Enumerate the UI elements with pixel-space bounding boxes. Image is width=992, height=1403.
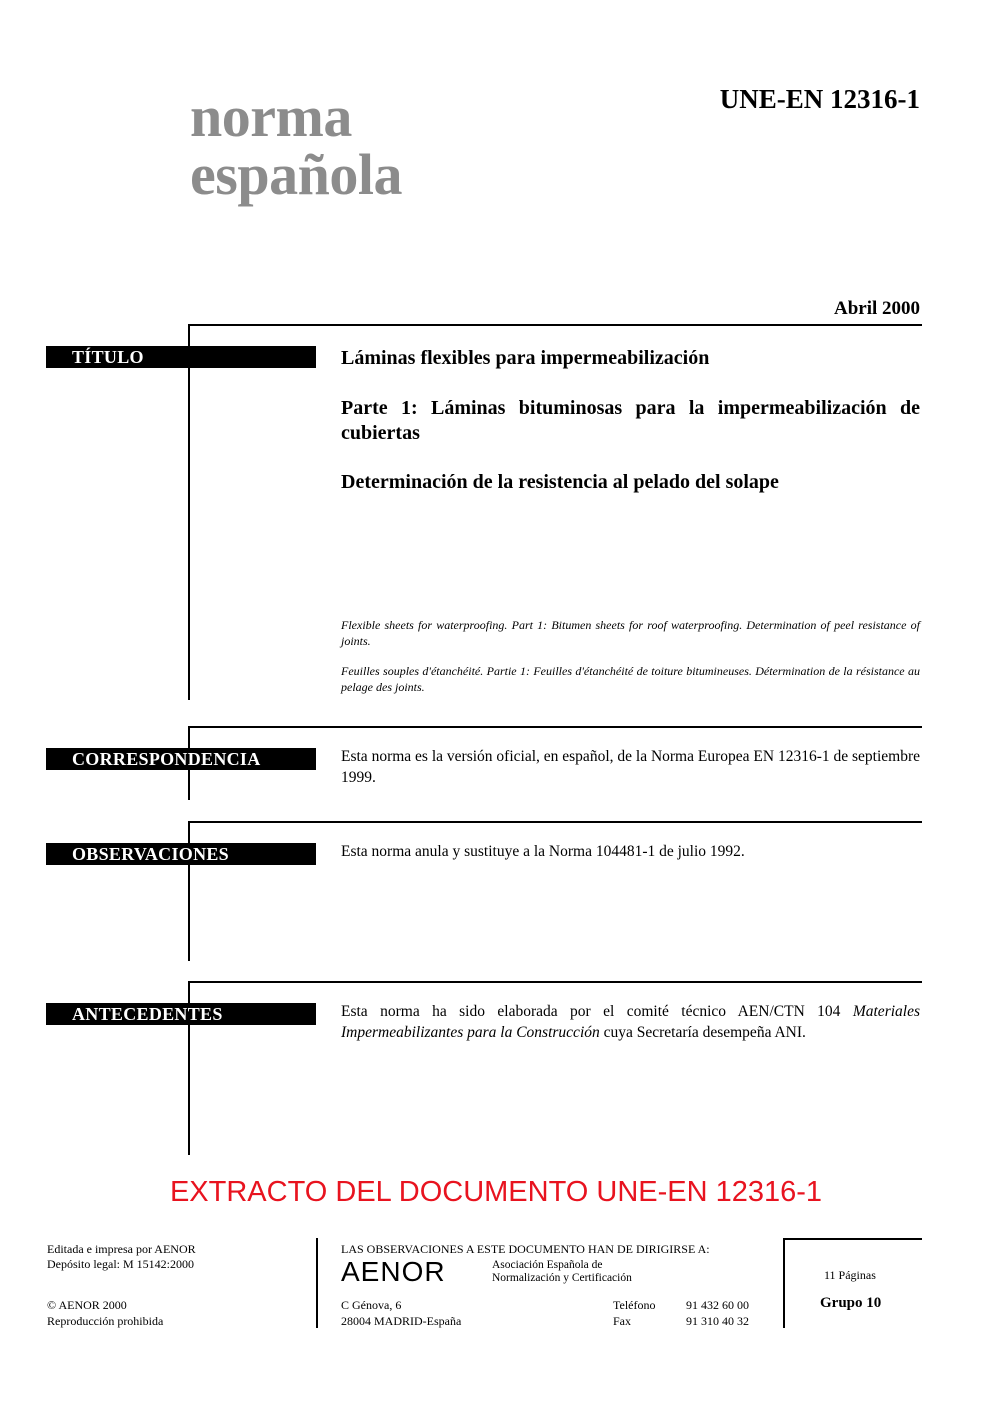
address-line-1: C Génova, 6 (341, 1298, 402, 1312)
correspondencia-text: Esta norma es la versión oficial, en español, de la Norma Europea EN 12316-1 de septiembre 1999. (341, 748, 920, 786)
address-line-2: 28004 MADRID-España (341, 1314, 462, 1328)
phone-label: Teléfono (613, 1298, 656, 1312)
antecedentes-text-start: Esta norma ha sido elaborada por el comité técnico AEN/CTN 104 (341, 1003, 853, 1020)
fax-value: 91 310 40 32 (686, 1314, 749, 1328)
extract-banner: EXTRACTO DEL DOCUMENTO UNE-EN 12316-1 (169, 1176, 823, 1208)
footer-divider-right (783, 1238, 785, 1328)
label-observaciones: OBSERVACIONES (46, 843, 316, 865)
title-subtitle: Determinación de la resistencia al pelado del solape (341, 471, 779, 493)
section-divider-observaciones (188, 821, 922, 823)
association-line-2: Normalización y Certificación (492, 1272, 632, 1284)
label-titulo: TÍTULO (46, 346, 316, 368)
label-antecedentes: ANTECEDENTES (46, 1003, 316, 1025)
footer-box-top-rule (783, 1238, 922, 1240)
antecedentes-committee-name: Materiales Impermeabilizantes para la Construcción (341, 1003, 920, 1041)
observations-address-header: LAS OBSERVACIONES A ESTE DOCUMENTO HAN DE DIRIGIRSE A: (341, 1242, 710, 1256)
section-divider-titulo (188, 324, 922, 326)
brand-line-espanola: española (190, 142, 402, 207)
price-group: Grupo 10 (820, 1295, 882, 1311)
page-count: 11 Páginas (824, 1268, 876, 1282)
edited-by: Editada e impresa por AENOR (47, 1242, 196, 1256)
association-line-1: Asociación Española de (492, 1259, 603, 1271)
reproduction-notice: Reproducción prohibida (47, 1314, 164, 1328)
section-divider-correspondencia (188, 726, 922, 728)
main-title: Láminas flexibles para impermeabilización (341, 347, 710, 369)
observaciones-text: Esta norma anula y sustituye a la Norma 104481-1 de julio 1992. (341, 843, 745, 860)
section-divider-antecedentes (188, 981, 922, 983)
label-correspondencia: CORRESPONDENCIA (46, 748, 316, 770)
aenor-logo: AENOR (341, 1256, 446, 1287)
translation-english: Flexible sheets for waterproofing. Part 1: Bitumen sheets for roof waterproofing. Determination of peel resistance of joints. (341, 618, 920, 648)
fax-label: Fax (613, 1314, 631, 1328)
publication-date: Abril 2000 (833, 298, 920, 319)
antecedentes-text (341, 1001, 920, 1043)
antecedentes-text-end: cuya Secretaría desempeña ANI. (599, 1024, 806, 1041)
phone-value: 91 432 60 00 (686, 1298, 749, 1312)
section-vertical-rule-observaciones (188, 821, 190, 961)
section-vertical-rule-titulo (188, 324, 190, 700)
brand-line-norma: norma (190, 84, 352, 149)
copyright: © AENOR 2000 (47, 1298, 127, 1312)
part-title: Parte 1: Láminas bituminosas para la impermeabilización de cubiertas (341, 397, 920, 444)
standard-code: UNE-EN 12316-1 (719, 84, 920, 114)
legal-deposit: Depósito legal: M 15142:2000 (47, 1257, 194, 1271)
footer-divider-left (316, 1238, 318, 1328)
translation-french: Feuilles souples d'étanchéité. Partie 1: Feuilles d'étanchéité de toiture bitumineuses. Détermination de la résistance au pelage des joints. (341, 664, 920, 694)
